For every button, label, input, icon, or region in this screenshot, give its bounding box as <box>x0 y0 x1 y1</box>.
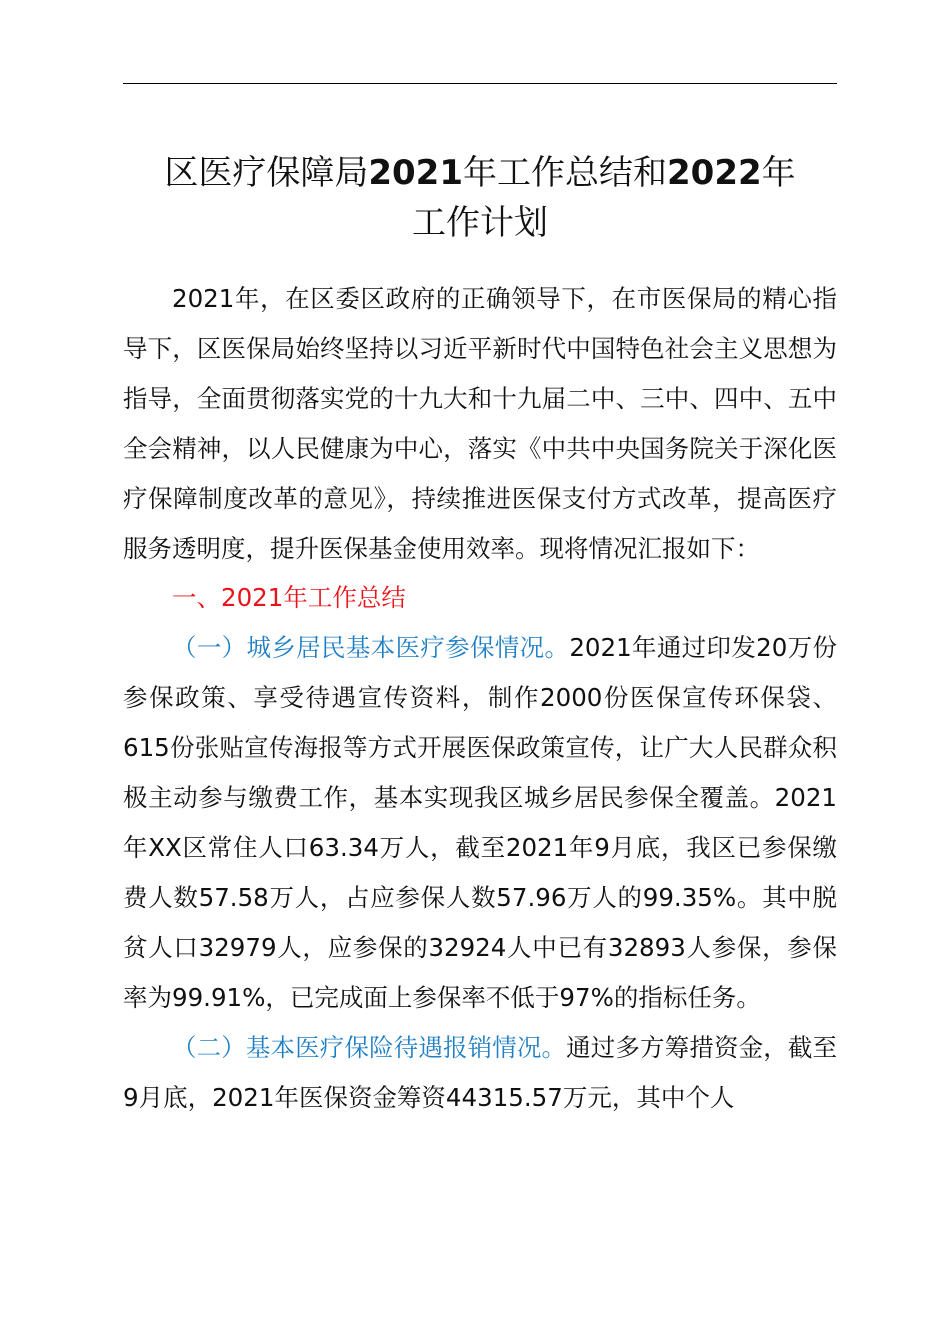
document-title <box>110 148 850 248</box>
section1-heading: 一、2021年工作总结 <box>172 583 406 613</box>
title-part1: 区医疗保障局 <box>164 153 369 193</box>
title-part3: 年 <box>761 153 796 193</box>
title-year1: 2021 <box>368 153 463 193</box>
subsection1-heading: （一）城乡居民基本医疗参保情况。 <box>172 633 570 663</box>
subsection2-paragraph <box>123 1023 837 1123</box>
header-rule <box>123 83 837 84</box>
title-year2: 2022 <box>667 153 762 193</box>
subsection2-text: 通过多方筹措资金，截至9月底，2021年医保资金筹资44315.57万元，其中个人 <box>123 1032 838 1112</box>
subsection1-paragraph <box>123 623 837 1022</box>
subsection1-text: 2021年通过印发20万份参保政策、享受待遇宣传资料，制作2000份医保宣传环保袋、615份张贴宣传海报等方式开展医保政策宣传，让广大人民群众积极主动参与缴费工作，基本实现我区城乡居民参保全覆盖。2021年XX区常住人口63.34万人，截至2021年9月底，我区已参保缴费人数57.58万人，占应参保人数57.96万人的99.35%。其中脱贫人口32979人，应参保的32924人中已有32893人参保，参保率为99.91%，已完成面上参保率不低于97%的指标任务。 <box>123 633 837 1012</box>
title-part2: 年工作总结和 <box>463 153 667 193</box>
intro-paragraph: 2021年，在区委区政府的正确领导下，在市医保局的精心指导下，区医保局始终坚持以习近平新时代中国特色社会主义思想为指导，全面贯彻落实党的十九大和十九届二中、三中、四中、五中全会精神，以人民健康为中心，落实《中共中央国务院关于深化医疗保障制度改革的意见》，持续推进医保支付方式改革，提高医疗服务透明度，提升医保基金使用效率。现将情况汇报如下： <box>123 284 837 563</box>
title-line2: 工作计划 <box>412 203 548 243</box>
document-body <box>123 274 837 1122</box>
subsection2-heading: （二）基本医疗保险待遇报销情况。 <box>172 1032 567 1062</box>
